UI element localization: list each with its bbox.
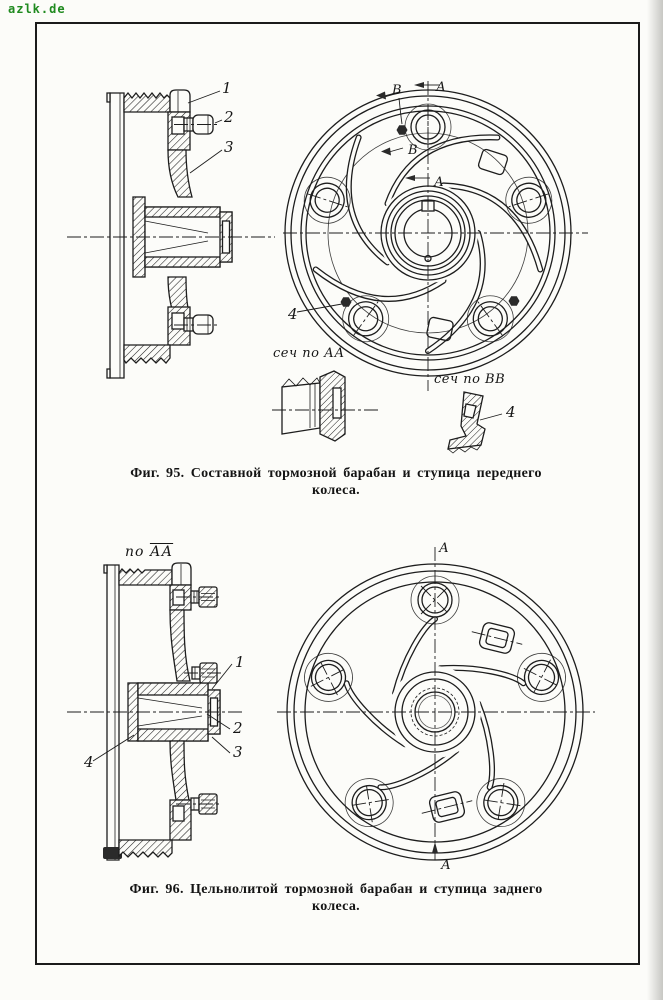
fig96-callout-4: 4 (84, 753, 94, 771)
fig95-caption-line2: колеса. (312, 482, 360, 498)
fig95-callout-1: 1 (222, 79, 232, 97)
fig95-section-aa-label: сеч по АА (273, 346, 345, 361)
fig95-callout-4b: 4 (506, 403, 516, 421)
fig96-caption (35, 882, 637, 915)
fig96-front-view-drawing (275, 538, 595, 878)
scan-edge-shadow (647, 0, 663, 1000)
fig96-callout-2: 2 (233, 719, 243, 737)
fig95-callout-4: 4 (288, 305, 298, 323)
fig96-view-label-section: АА (149, 544, 174, 560)
fig96-callout-3: 3 (233, 743, 243, 761)
fig95-callout-3: 3 (224, 138, 234, 156)
watermark: azlk.de (8, 2, 66, 16)
fig96-caption-line2: колеса. (312, 898, 360, 914)
fig95-section-bb-label: сеч по ВВ (434, 372, 506, 387)
fig96-arrow-a-top-label: А (439, 541, 450, 556)
fig96-arrow-a-bottom-label: А (441, 858, 452, 873)
fig95-callout-2: 2 (224, 108, 234, 126)
fig96-callout-1: 1 (235, 653, 245, 671)
fig95-caption-line1: Фиг. 95. Составной тормозной барабан и ступица переднего (130, 466, 542, 481)
fig96-caption-line1: Фиг. 96. Цельнолитой тормозной барабан и ступица заднего (129, 882, 543, 897)
fig95-arrow-b-mid-label: В (408, 143, 419, 158)
fig95-arrow-a-top-label: А (436, 80, 447, 95)
fig95-arrow-a-mid-label: А (434, 175, 445, 190)
fig96-view-label-prefix: по (125, 544, 145, 560)
fig95-arrow-b-top-label: В (392, 83, 403, 98)
